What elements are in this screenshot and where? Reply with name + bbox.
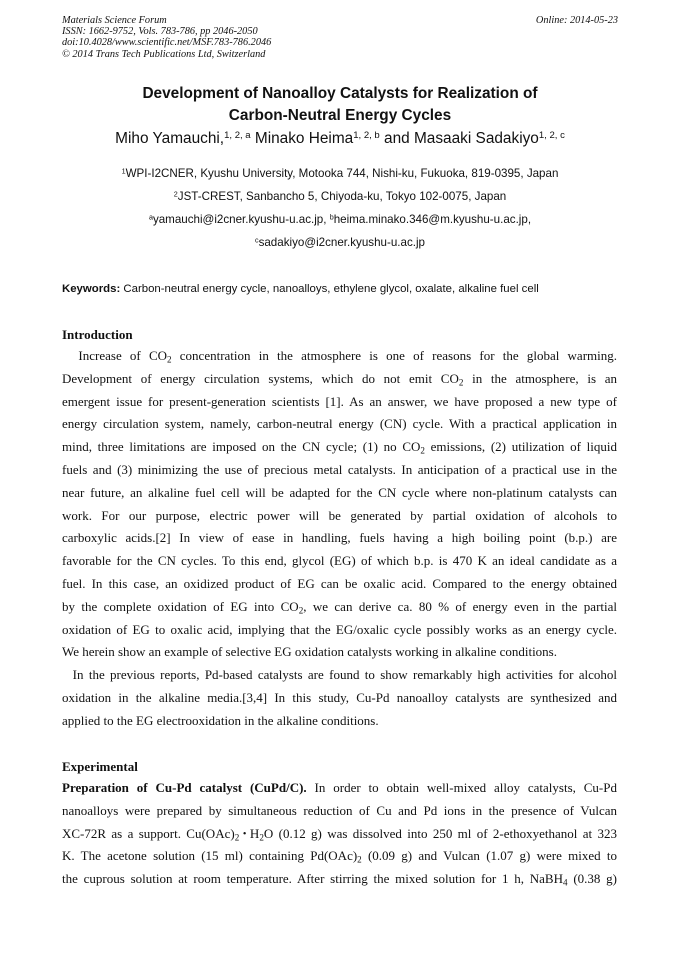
email-c[interactable]: sadakiyo@i2cner.kyushu-u.ac.jp [258, 236, 426, 249]
paragraph-line: work. For our purpose, electric power will be generated by partial oxidation of alcohols to [62, 507, 617, 523]
introduction-heading: Introduction [62, 327, 133, 342]
experimental-heading: Experimental [62, 759, 138, 774]
title-line-1: Development of Nanoalloy Catalysts for Realization of [142, 85, 538, 102]
affiliation-1-text: WPI-I2CNER, Kyushu University, Motooka 744, Nishi-ku, Fukuoka, 819-0395, Japan [125, 167, 559, 180]
email-b-mark: b [329, 212, 334, 222]
keywords-label: Keywords: [62, 283, 121, 295]
email-a[interactable]: yamauchi@i2cner.kyushu-u.ac.jp, [152, 213, 330, 226]
author-3: and Masaaki Sadakiyo [379, 130, 539, 147]
paragraph-line: mind, three limitations are imposed on the CN cycle; (1) no $CO_2$ emissions, (2) utilization of liquid [62, 439, 617, 456]
experimental-body [62, 777, 617, 891]
author-3-affil: 1, 2, c [538, 130, 565, 142]
journal-header [62, 15, 618, 60]
affiliation-1-mark: 1 [121, 166, 126, 176]
affiliation-2-mark: 2 [173, 189, 178, 199]
author-2: Minako Heima [250, 130, 354, 147]
email-c-mark: c [254, 235, 259, 245]
email-line-1 [62, 212, 618, 228]
email-line-2 [62, 235, 618, 251]
paragraph-line: near future, an alkaline fuel cell will be adapted for the CN cycle where non-platinum catalysts can [62, 484, 617, 500]
email-a-mark: a [148, 212, 153, 222]
author-1-affil: 1, 2, a [224, 130, 251, 142]
author-1: Miho Yamauchi, [115, 130, 225, 147]
paragraph-line: oxidation of EG to oxalic acid, implying that the EG/oxalic cycle possibly works as an energy cycle. [62, 621, 617, 637]
author-list [62, 128, 618, 150]
paragraph-line: applied to the EG electrooxidation in the alkaline conditions. [62, 712, 379, 728]
title-line-2: Carbon-Neutral Energy Cycles [228, 107, 452, 124]
affiliation-2-text: JST-CREST, Sanbancho 5, Chiyoda-ku, Tokyo 102-0075, Japan [177, 190, 507, 203]
paragraph-line: fuels and (3) minimizing the use of precious metal catalysts. In anticipation of a practical use in the [62, 461, 617, 477]
journal-name: Materials Science Forum [62, 15, 167, 26]
paragraph-line: nanoalloys were prepared by simultaneous reduction of Cu and Pd ions in the presence of Vulcan [62, 802, 617, 818]
paragraph-line: In the previous reports, Pd-based catalysts are found to show remarkably high activities for alcohol [62, 667, 617, 683]
paragraph-line: the cuprous solution at room temperature. After stirring the mixed solution for 1 h, NaBH$_4$ (0.38 g) [62, 871, 617, 888]
subsection-title: Preparation of Cu-Pd catalyst (CuPd/C). [62, 780, 307, 795]
affiliation-1 [62, 166, 618, 182]
online-date: Online: 2014-05-23 [535, 15, 618, 26]
paragraph-line: energy circulation system, namely, carbon-neutral energy (CN) cycle. With a practical application in [62, 416, 617, 432]
paragraph-line: Preparation of Cu-Pd catalyst (CuPd/C). In order to obtain well-mixed alloy catalysts, Cu-Pd [62, 780, 617, 795]
paragraph-line: Increase of $CO_2$ concentration in the atmosphere is one of reasons for the global warming. [62, 348, 617, 365]
paragraph-line: K. The acetone solution (15 ml) containing $Pd(OAc)_2$ (0.09 g) and Vulcan (1.07 g) were mixed to [62, 848, 617, 865]
paragraph-line: by the complete oxidation of EG into $CO_2$, we can derive ca. 80 % of energy even in the partial [62, 598, 617, 616]
author-2-affil: 1, 2, b [353, 130, 380, 142]
paragraph-line: oxidation in the alkaline media.[3,4] In this study, Cu-Pd nanoalloy catalysts are synthesized and [62, 689, 617, 705]
paragraph-line: favorable for the CN cycles. To this end, glycol (EG) of which b.p. is 470 K an ideal candidate as a [62, 553, 617, 569]
issn-line: ISSN: 1662-9752, Vols. 783-786, pp 2046-2050 [62, 26, 258, 38]
paper-title [62, 83, 618, 127]
keywords [62, 281, 618, 297]
email-b[interactable]: heima.minako.346@m.kyushu-u.ac.jp, [333, 213, 532, 226]
introduction-body [62, 345, 617, 733]
paragraph-line: XC-72R as a support. $Cu(OAc)_2$･$H_2O$ (0.12 g) was dissolved into 250 ml of 2-ethoxyethanol at 323 [62, 825, 617, 842]
doi-line: doi:10.4028/www.scientific.net/MSF.783-786.2046 [62, 37, 272, 49]
keywords-text: Carbon-neutral energy cycle, nanoalloys, ethylene glycol, oxalate, alkaline fuel cell [120, 283, 539, 295]
paragraph-line: Development of energy circulation systems, which do not emit $CO_2$ in the atmosphere, is an [62, 370, 617, 388]
paragraph-line: carboxylic acids.[2] In view of ease in handling, fuels having a high boiling point (b.p.) are [62, 530, 617, 546]
affiliation-2 [62, 189, 618, 205]
paragraph-line: emergent issue for present-generation scientists [1]. As an answer, we have proposed a new type of [62, 393, 617, 409]
copyright-line: © 2014 Trans Tech Publications Ltd, Switzerland [62, 48, 266, 60]
paragraph-line: We herein show an example of selective EG oxidation catalysts working in alkaline conditions. [62, 644, 557, 660]
paragraph-line: fuel. In this case, an oxidized product of EG can be oxalic acid. Compared to the energy obtained [62, 575, 617, 591]
